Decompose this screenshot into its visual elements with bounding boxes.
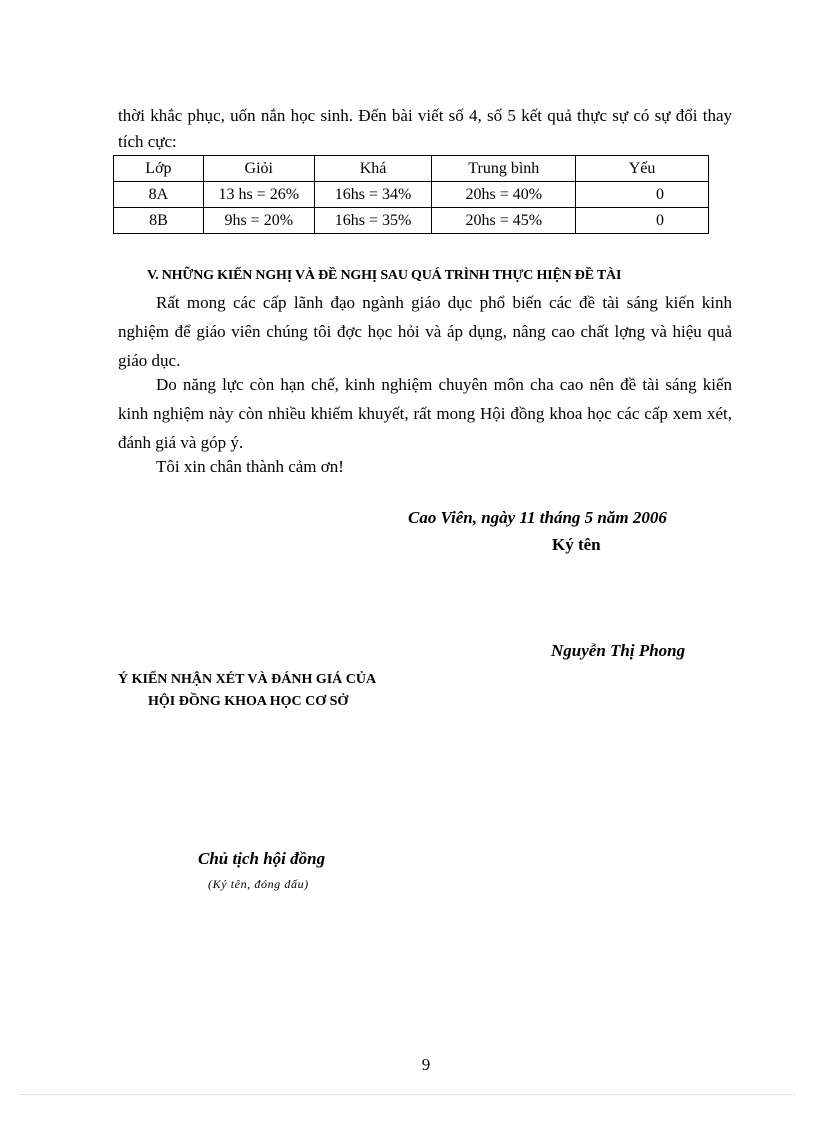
table-cell: 13 hs = 26% <box>203 182 314 208</box>
review-heading-line: Ý KIẾN NHẬN XÉT VÀ ĐÁNH GIÁ CỦA <box>118 672 377 687</box>
signer-name: Nguyễn Thị Phong <box>551 641 686 660</box>
signature-label: Ký tên <box>552 535 601 554</box>
page-number: 9 <box>421 1055 431 1074</box>
table-cell: 8B <box>114 208 204 234</box>
review-heading <box>118 669 376 713</box>
table-cell: 16hs = 34% <box>314 182 432 208</box>
table-row <box>114 208 709 234</box>
section-title: V. NHỮNG KIẾN NGHỊ VÀ ĐỀ NGHỊ SAU QUÁ TRÌNH THỰC HIỆN ĐỀ TÀI <box>147 268 622 283</box>
table-cell: 0 <box>576 208 709 234</box>
table-cell: 16hs = 35% <box>314 208 432 234</box>
table-cell: 0 <box>576 182 709 208</box>
table-header-cell: Trung bình <box>432 156 576 182</box>
body-paragraph: Do năng lực còn hạn chế, kinh nghiệm chuyên môn cha cao nên đề tài sáng kiến kinh nghiệm này còn nhiều khiếm khuyết, rất mong Hội đồng khoa học các cấp xem xét, đánh giá và góp ý. <box>118 375 732 452</box>
table-cell: 20hs = 40% <box>432 182 576 208</box>
body-paragraph: Rất mong các cấp lãnh đạo ngành giáo dục phổ biến các đề tài sáng kiến kinh nghiệm để giáo viên chúng tôi đợc học hỏi và áp dụng, nâng cao chất lợng và hiệu quả giáo dục. <box>118 293 732 370</box>
table-header-row <box>114 156 709 182</box>
table-header-cell: Yếu <box>576 156 709 182</box>
results-table <box>113 155 709 234</box>
table-header-cell: Khá <box>314 156 432 182</box>
table-header-cell: Giỏi <box>203 156 314 182</box>
table-cell: 20hs = 45% <box>432 208 576 234</box>
table-cell: 9hs = 20% <box>203 208 314 234</box>
signature-place-date: Cao Viên, ngày 11 tháng 5 năm 2006 <box>408 508 667 527</box>
chair-note: (Ký tên, đóng dấu) <box>208 877 309 891</box>
table-header-cell: Lớp <box>114 156 204 182</box>
body-paragraph: Tôi xin chân thành cảm ơn! <box>156 457 344 476</box>
chair-title: Chủ tịch hội đồng <box>198 849 326 868</box>
table-row <box>114 182 709 208</box>
review-heading-line: HỘI ĐỒNG KHOA HỌC CƠ SỞ <box>148 694 349 709</box>
page-divider <box>20 1094 796 1095</box>
intro-paragraph: thời khắc phục, uốn nắn học sinh. Đến bài viết số 4, số 5 kết quả thực sự có sự đổi thay tích cực: <box>118 106 732 151</box>
table-cell: 8A <box>114 182 204 208</box>
